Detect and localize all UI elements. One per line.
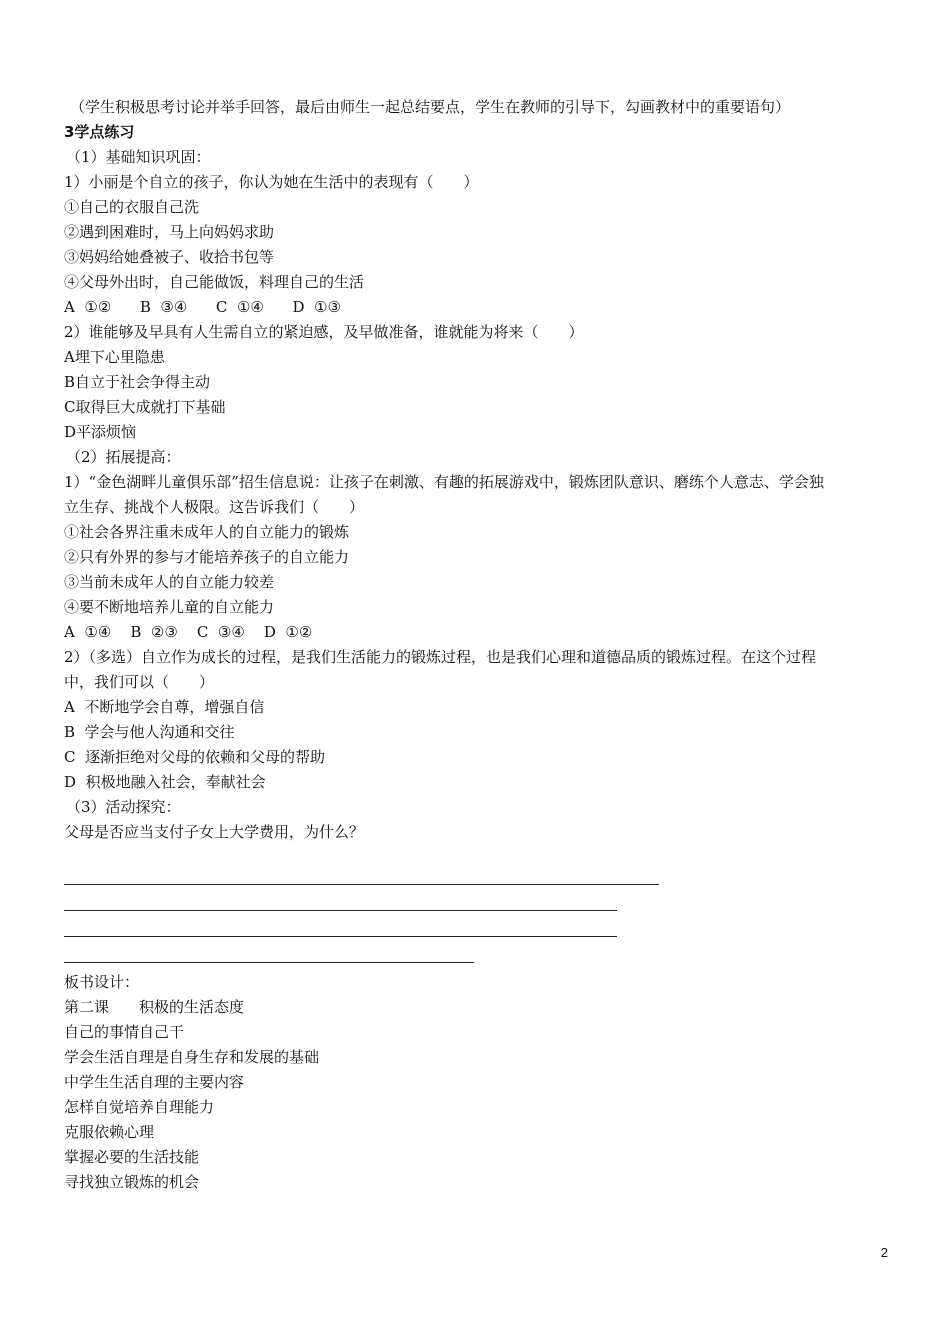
page-number: 2 bbox=[880, 1245, 888, 1260]
extend-q1-choices: A ①④ B ②③ C ③④ D ①② bbox=[64, 623, 313, 641]
basic-q1-item: ④父母外出时，自己能做饭，料理自己的生活 bbox=[64, 273, 365, 291]
extend-heading: （2）拓展提高： bbox=[66, 448, 181, 466]
activity-heading: （3）活动探究： bbox=[66, 798, 181, 816]
extend-q2-stem: 2）（多选）自立作为成长的过程，是我们生活能力的锻炼过程，也是我们心理和道德品质的锻炼过程。在这个过程 bbox=[64, 648, 817, 666]
extend-q1-item: ②只有外界的参与才能培养孩子的自立能力 bbox=[64, 548, 350, 566]
intro-note: （学生积极思考讨论并举手回答，最后由师生一起总结要点，学生在教师的引导下，勾画教材中的重要语句） bbox=[70, 98, 791, 116]
board-line: 寻找独立锻炼的机会 bbox=[64, 1173, 200, 1191]
basic-q1-item: ②遇到困难时，马上向妈妈求助 bbox=[64, 223, 275, 241]
board-line: 学会生活自理是自身生存和发展的基础 bbox=[64, 1048, 320, 1066]
basic-q1-item: ③妈妈给她叠被子、收拾书包等 bbox=[64, 248, 275, 266]
board-line: 中学生生活自理的主要内容 bbox=[64, 1073, 245, 1091]
activity-question: 父母是否应当支付子女上大学费用，为什么？ bbox=[64, 823, 365, 841]
extend-q1-item: ④要不断地培养儿童的自立能力 bbox=[64, 598, 275, 616]
extend-q1-stem: 1）“金色湖畔儿童俱乐部”招生信息说：让孩子在刺激、有趣的拓展游戏中，锻炼团队意识、磨练个人意志、学会独 bbox=[64, 473, 824, 491]
basic-q2-option: A埋下心里隐患 bbox=[64, 348, 165, 366]
extend-q1-stem-cont: 立生存、挑战个人极限。这告诉我们（ ） bbox=[64, 498, 365, 516]
basic-q2-option: B自立于社会争得主动 bbox=[64, 373, 211, 391]
answer-line bbox=[64, 936, 617, 937]
extend-q2-option: A 不断地学会自尊，增强自信 bbox=[64, 698, 265, 716]
answer-line bbox=[64, 910, 617, 911]
answer-line bbox=[64, 962, 474, 963]
basic-q1-item: ①自己的衣服自己洗 bbox=[64, 198, 200, 216]
board-heading: 板书设计： bbox=[64, 973, 140, 991]
extend-q2-option: C 逐渐拒绝对父母的依赖和父母的帮助 bbox=[64, 748, 326, 766]
extend-q1-item: ③当前未成年人的自立能力较差 bbox=[64, 573, 275, 591]
board-line: 克服依赖心理 bbox=[64, 1123, 155, 1141]
basic-heading: （1）基础知识巩固： bbox=[66, 148, 211, 166]
basic-q1-stem: 1）小丽是个自立的孩子，你认为她在生活中的表现有（ ） bbox=[64, 173, 479, 191]
extend-q1-item: ①社会各界注重未成年人的自立能力的锻炼 bbox=[64, 523, 350, 541]
board-line: 第二课 积极的生活态度 bbox=[64, 998, 245, 1016]
basic-q2-option: D平添烦恼 bbox=[64, 423, 137, 441]
board-line: 掌握必要的生活技能 bbox=[64, 1148, 200, 1166]
section-title: 3学点练习 bbox=[64, 123, 135, 141]
extend-q2-option: B 学会与他人沟通和交往 bbox=[64, 723, 235, 741]
basic-q2-stem: 2）谁能够及早具有人生需自立的紧迫感，及早做准备，谁就能为将来（ ） bbox=[64, 323, 584, 341]
board-line: 自己的事情自己干 bbox=[64, 1023, 185, 1041]
board-line: 怎样自觉培养自理能力 bbox=[64, 1098, 215, 1116]
basic-q1-choices: A ①② B ③④ C ①④ D ①③ bbox=[64, 298, 341, 316]
basic-q2-option: C取得巨大成就打下基础 bbox=[64, 398, 226, 416]
extend-q2-stem-cont: 中，我们可以（ ） bbox=[64, 673, 215, 691]
answer-line bbox=[64, 884, 659, 885]
extend-q2-option: D 积极地融入社会，奉献社会 bbox=[64, 773, 266, 791]
